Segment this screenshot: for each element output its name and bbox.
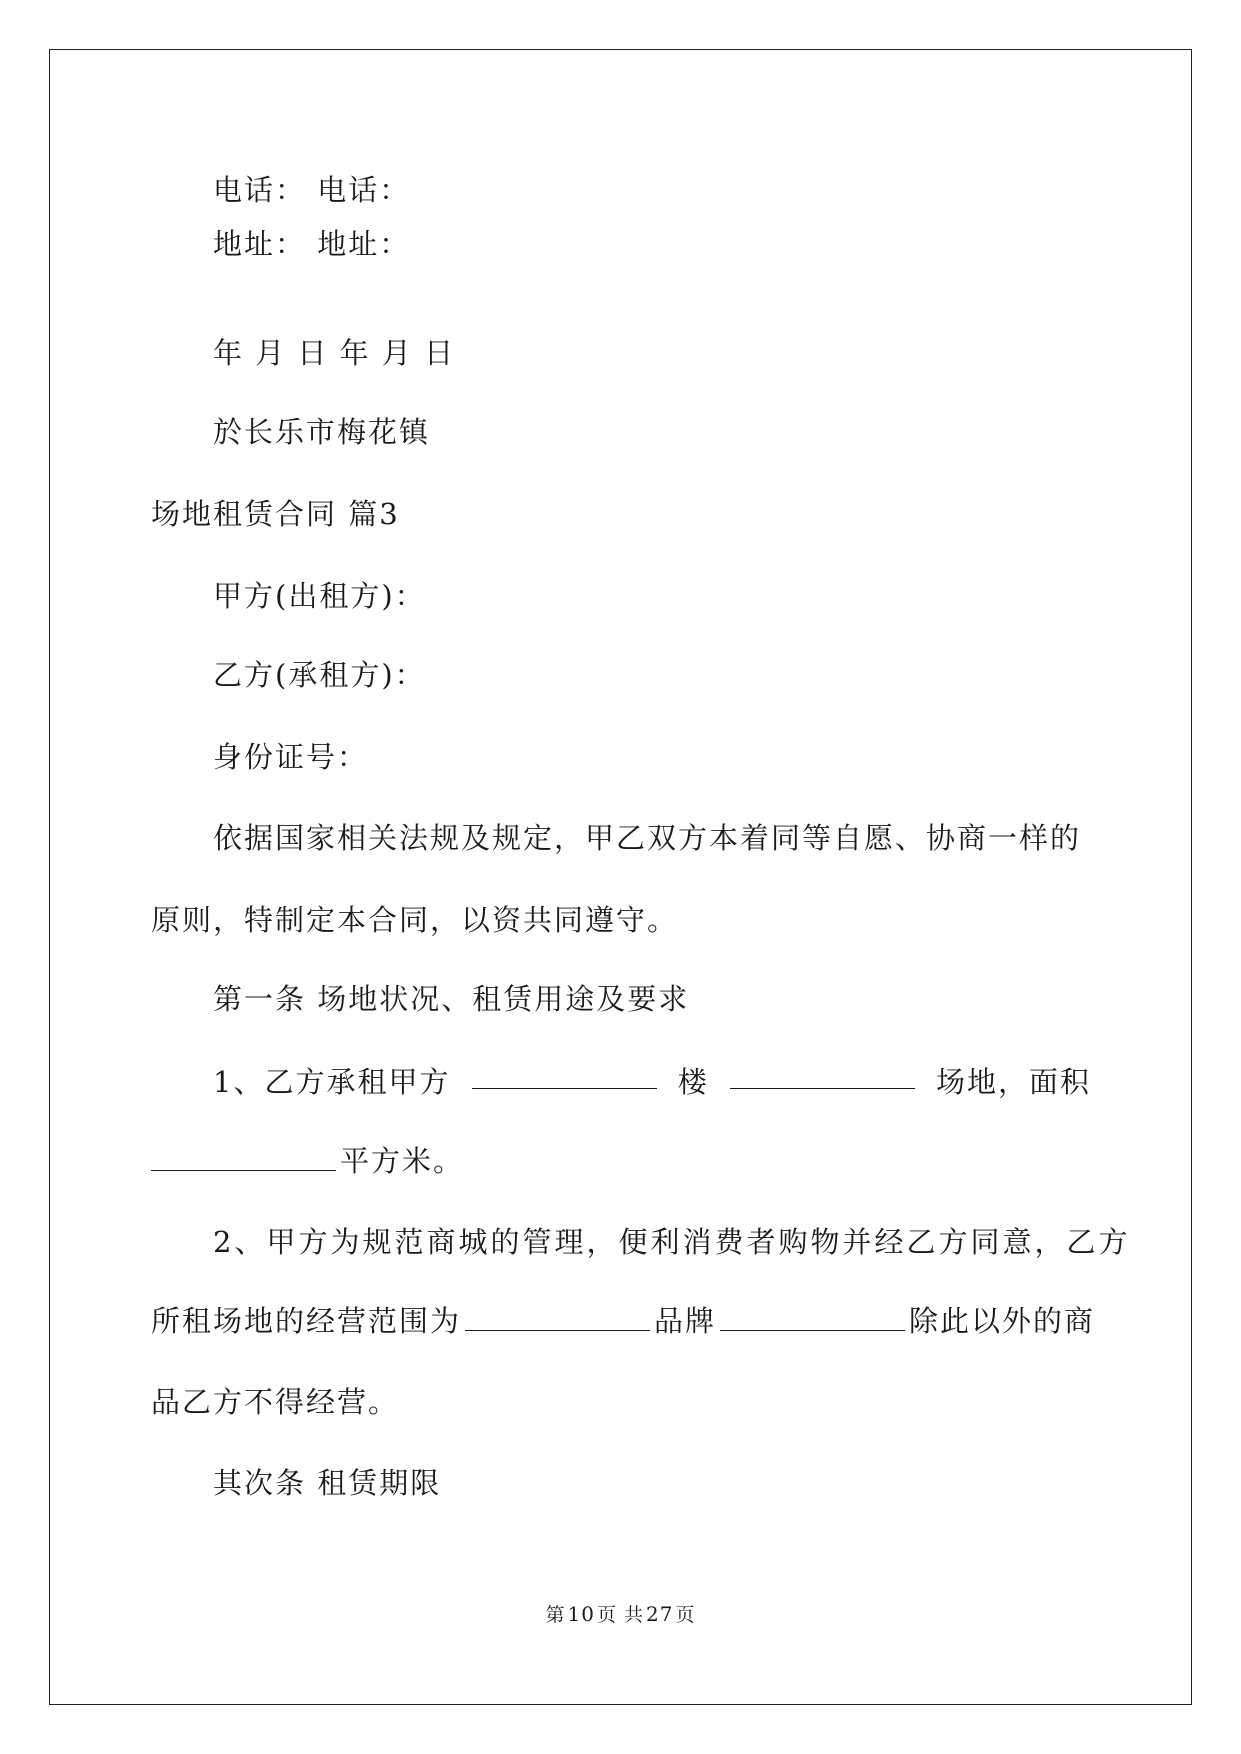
date-line: 年 月 日 年 月 日 — [213, 336, 456, 370]
clause-2-line-1: 2、甲方为规范商城的管理，便利消费者购物并经乙方同意，乙方 — [213, 1225, 1131, 1259]
blank-field — [730, 1062, 915, 1089]
clause-2-line-3: 品乙方不得经营。 — [151, 1385, 400, 1419]
page-prefix: 第 — [545, 1604, 566, 1626]
page-mid: 页 共 — [596, 1604, 645, 1626]
clause-1-prefix: 1、乙方承租甲方 — [213, 1065, 451, 1099]
article-2-heading: 其次条 租赁期限 — [213, 1466, 442, 1500]
article-1-heading: 第一条 场地状况、租赁用途及要求 — [213, 982, 690, 1016]
clause-1-line-1 — [213, 1062, 1091, 1102]
page-number: 10 — [567, 1602, 595, 1626]
party-a-line: 甲方(出租方)： — [213, 579, 426, 613]
page-border — [49, 49, 1192, 1705]
contract-title: 场地租赁合同 篇3 — [151, 497, 400, 531]
clause-2-brand: 品牌 — [654, 1304, 717, 1338]
party-b-line: 乙方(承租方)： — [213, 658, 426, 692]
blank-field — [720, 1304, 905, 1331]
location-line: 於长乐市梅花镇 — [213, 415, 431, 449]
blank-field — [472, 1062, 657, 1089]
address-line: 地址： 地址： — [213, 227, 411, 261]
clause-2-suffix: 除此以外的商 — [909, 1304, 1096, 1338]
clause-1-line-2 — [151, 1141, 464, 1181]
clause-2-line-2 — [151, 1301, 1095, 1341]
blank-field — [151, 1144, 336, 1171]
preamble-line-2: 原则，特制定本合同，以资共同遵守。 — [151, 903, 679, 937]
preamble-line-1: 依据国家相关法规及规定，甲乙双方本着同等自愿、协商一样的 — [213, 821, 1082, 855]
clause-1-area-unit: 平方米。 — [340, 1144, 465, 1178]
phone-line: 电话： 电话： — [213, 173, 411, 207]
clause-2-scope: 所租场地的经营范围为 — [151, 1304, 462, 1338]
blank-field — [465, 1304, 650, 1331]
page-suffix: 页 — [675, 1604, 696, 1626]
clause-1-floor: 楼 — [677, 1065, 709, 1099]
clause-1-site: 场地，面积 — [935, 1065, 1091, 1099]
id-number-line: 身份证号： — [213, 740, 369, 774]
page-footer — [0, 1600, 1241, 1627]
total-pages: 27 — [646, 1602, 674, 1626]
